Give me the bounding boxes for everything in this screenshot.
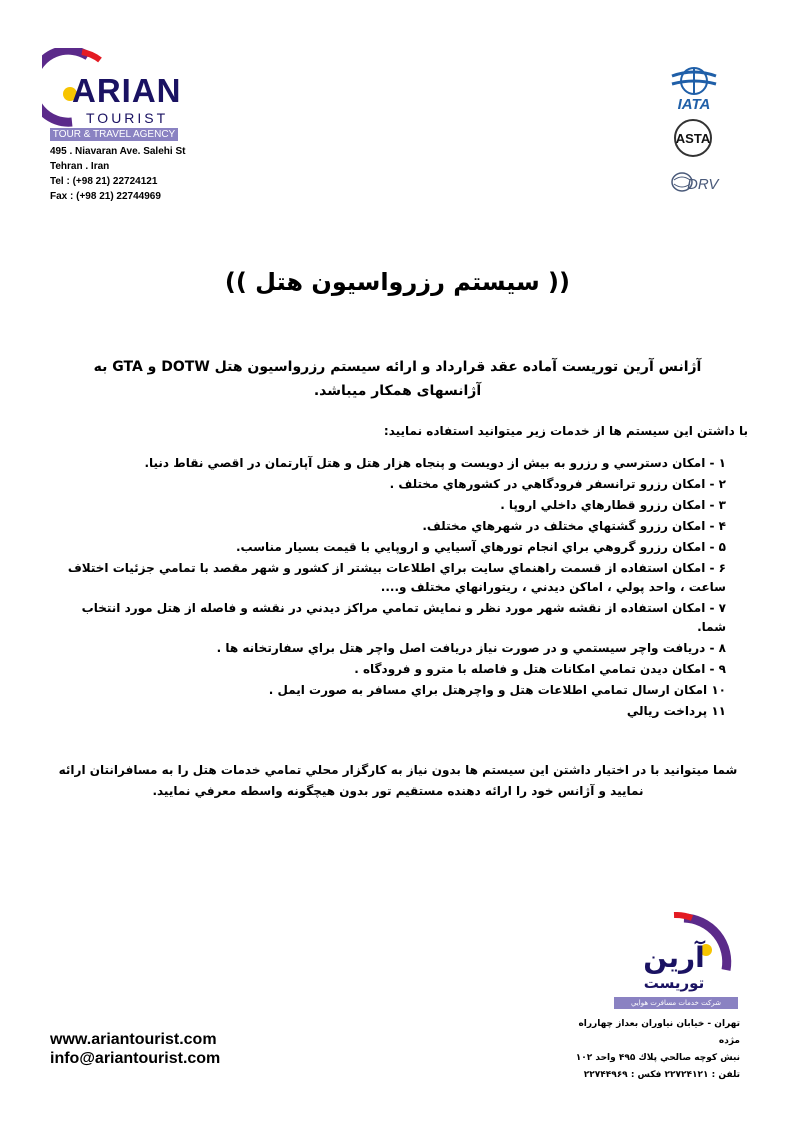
services-lead: با داشتن اين سيستم ها از خدمات زير ميتوانيد استفاده نماييد: [383, 424, 748, 438]
footer-contact [50, 1030, 220, 1068]
fa-address-line: نبش كوچه صالحي پلاك ۴۹۵ واحد ۱۰۲ [575, 1053, 740, 1063]
iata-label: IATA [677, 96, 711, 113]
fa-brand-sub: توريست [643, 974, 705, 992]
fa-brand-name: آرين [643, 941, 705, 974]
list-item: ۴ - امكان رزرو گشتهاي مختلف در شهرهاي مختلف. [422, 519, 726, 533]
list-item: ٧ - امكان استفاده از نقشه شهر مورد نظر و نمايش تمامي مراكز ديدني در نقشه و فاصله از هتل مورد انتخاب شما. [81, 601, 726, 634]
list-item: ٩ - امكان ديدن تمامي امكانات هتل و فاصله با مترو و فرودگاه . [354, 662, 726, 676]
logo-brand-sub: TOURIST [86, 110, 169, 126]
list-item: ١١ پرداخت ريالي [626, 704, 726, 718]
fa-address [570, 1016, 740, 1084]
asta-logo-icon [668, 118, 718, 158]
phone-line: Tel : (+98 21) 22724121 [50, 176, 158, 187]
fa-tagline: شركت خدمات مسافرت هوايي وگردشگري [614, 997, 738, 1009]
fa-phone-line: تلفن : ٢٢٧٢۴١٢١ فكس : ٢٢٧۴۴٩۶٩ [583, 1070, 740, 1080]
email-link[interactable]: info@ariantourist.com [50, 1050, 221, 1067]
list-item: ٨ - دريافت واچر سيستمي و در صورت نياز دريافت اصل واچر هتل براي سفارتخانه ها . [216, 641, 726, 655]
list-item: ۵ - امكان رزرو گروهي براي انجام تورهاي آسيايي و اروپايي با قيمت بسيار مناسب. [235, 540, 726, 554]
logo-brand-name: ARIAN [72, 72, 182, 109]
fa-address-line: تهران - خيابان نياوران بعداز چهارراه مژده [578, 1019, 740, 1046]
iata-logo-icon [668, 66, 720, 112]
list-item: ٢ - امكان رزرو ترانسفر فرودگاهي در كشورهاي مختلف . [389, 477, 726, 491]
address-line: Tehran . Iran [50, 161, 110, 172]
asta-label: ASTA [675, 131, 711, 146]
intro-paragraph: آژانس آرين توريست آماده عقد قرارداد و ارائه سيستم رزرواسيون هتل DOTW و GTA به آژانسهای همکار ميباشد. [93, 359, 702, 399]
list-item: ٣ - امكان رزرو قطارهاي داخلي اروپا . [500, 498, 726, 512]
arian-logo [42, 48, 192, 144]
website-link[interactable]: www.ariantourist.com [50, 1031, 217, 1048]
list-item: ۶ - امكان استفاده از قسمت راهنماي سايت براي اطلاعات بيشتر از كشور و شهر مقصد با تمامي جزئيات اختلاف ساعت ، واحد پولي ، اماكن ديدني ، ريتورانهاي مختلف و.... [67, 561, 726, 594]
list-item: ١٠ امكان ارسال تمامي اطلاعات هتل و واچرهتل براي مسافر به صورت ايمل . [268, 683, 726, 697]
page-title: (( سيستم رزرواسيون هتل )) [224, 268, 570, 296]
closing-paragraph: شما ميتوانيد با در اختيار داشتن اين سيستم ها بدون نياز به كارگزار محلي تمامي خدمات هتل را به مسافرانتان ارائه نماييد و آژانس خود را ارائه دهنده مستقيم تور بدون هيچگونه واسطه معرفي نماييد. [58, 763, 738, 798]
drv-logo-icon [670, 168, 722, 196]
fax-line: Fax : (+98 21) 22744969 [50, 191, 161, 202]
drv-label: DRV [687, 176, 719, 193]
list-item: ١ - امكان دسترسي و رزرو به بيش از دويست و پنجاه هزار هتل و هتل آپارتمان در اقصي نقاط دنيا. [144, 456, 726, 470]
services-list [50, 454, 740, 723]
logo-tagline: TOUR & TRAVEL AGENCY [50, 128, 178, 141]
address-line: 495 . Niavaran Ave. Salehi St [50, 146, 186, 157]
letterhead-address [50, 144, 185, 204]
